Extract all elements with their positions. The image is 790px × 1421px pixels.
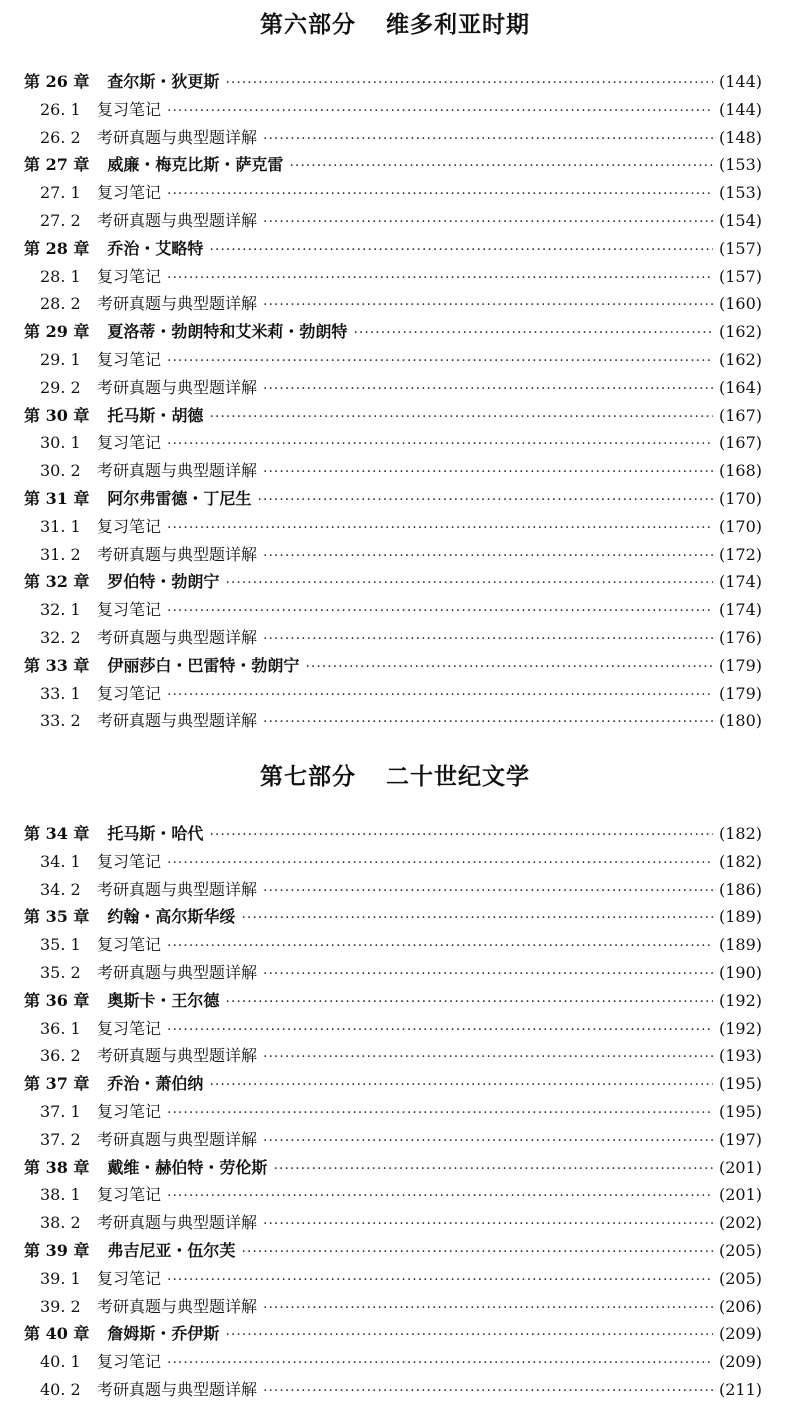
page-number: (160) <box>718 294 762 314</box>
toc-section-row[interactable] <box>24 596 762 624</box>
toc-entry-label <box>40 290 257 318</box>
toc-entry-label <box>40 179 161 207</box>
part-six-number: 第六部分 <box>260 11 356 38</box>
toc-section-row[interactable] <box>24 1376 762 1404</box>
toc-entry-label <box>40 931 161 959</box>
toc-section-row[interactable] <box>24 290 762 318</box>
toc-chapter-row[interactable] <box>24 987 762 1015</box>
part-six-name: 维多利亚时期 <box>386 11 530 38</box>
chapter-title: 弗吉尼亚・伍尔芙 <box>107 1240 236 1260</box>
toc-entry-label <box>24 485 251 513</box>
page-number: (192) <box>718 990 762 1010</box>
leader-dots <box>167 181 713 209</box>
toc-entry-label <box>40 1181 161 1209</box>
leader-dots <box>273 1156 713 1184</box>
chapter-title: 奥斯卡・王尔德 <box>107 990 220 1010</box>
section-title: 复习笔记 <box>97 349 162 369</box>
toc-entry-label <box>24 318 347 346</box>
leader-dots <box>167 1183 713 1211</box>
section-title: 复习笔记 <box>97 183 162 203</box>
section-number: 31. 2 <box>40 544 81 564</box>
section-title: 考研真题与典型题详解 <box>97 711 258 731</box>
leader-dots <box>263 459 713 487</box>
section-number: 32. 1 <box>40 600 81 620</box>
page-number: (189) <box>718 907 762 927</box>
leader-dots <box>167 431 713 459</box>
page-number: (167) <box>718 433 762 453</box>
toc-section-row[interactable] <box>24 931 762 959</box>
part-seven-toc <box>24 820 762 1404</box>
page-number: (189) <box>718 935 762 955</box>
chapter-number: 第 26 章 <box>24 72 90 91</box>
page-number: (174) <box>718 600 762 620</box>
toc-entry-label <box>40 263 161 291</box>
toc-entry-label <box>40 624 257 652</box>
toc-entry-label <box>40 596 161 624</box>
chapter-title: 戴维・赫伯特・劳伦斯 <box>107 1157 268 1177</box>
page-number: (211) <box>718 1379 762 1399</box>
leader-dots <box>167 348 713 376</box>
toc-entry-label <box>40 680 161 708</box>
toc-entry-label <box>24 1320 219 1348</box>
toc-entry-label <box>24 652 299 680</box>
toc-section-row[interactable] <box>24 1348 762 1376</box>
page-number: (162) <box>718 322 762 342</box>
toc-section-row[interactable] <box>24 179 762 207</box>
page-number: (205) <box>718 1268 762 1288</box>
leader-dots <box>289 153 713 181</box>
section-title: 复习笔记 <box>97 1268 162 1288</box>
page-number: (144) <box>718 99 762 119</box>
section-title: 复习笔记 <box>97 683 162 703</box>
leader-dots <box>209 237 713 265</box>
leader-dots <box>263 626 713 654</box>
toc-section-row[interactable] <box>24 1098 762 1126</box>
chapter-title: 乔治・艾略特 <box>107 238 204 258</box>
toc-section-row[interactable] <box>24 346 762 374</box>
page-number: (193) <box>718 1046 762 1066</box>
toc-entry-label <box>40 1126 257 1154</box>
section-number: 36. 2 <box>40 1046 81 1066</box>
leader-dots <box>209 1072 713 1100</box>
toc-entry-label <box>40 346 161 374</box>
section-title: 考研真题与典型题详解 <box>97 461 258 481</box>
toc-entry-label <box>24 987 219 1015</box>
chapter-number: 第 34 章 <box>24 824 90 843</box>
chapter-title: 罗伯特・勃朗宁 <box>107 572 220 592</box>
section-number: 39. 2 <box>40 1296 81 1316</box>
section-title: 考研真题与典型题详解 <box>97 1213 258 1233</box>
page-number: (192) <box>718 1018 762 1038</box>
section-title: 复习笔记 <box>97 433 162 453</box>
toc-section-row[interactable] <box>24 124 762 152</box>
leader-dots <box>353 320 713 348</box>
page-number: (209) <box>718 1324 762 1344</box>
section-number: 36. 1 <box>40 1018 81 1038</box>
leader-dots <box>209 822 713 850</box>
chapter-number: 第 28 章 <box>24 238 90 258</box>
page-number: (157) <box>718 238 762 258</box>
chapter-number: 第 35 章 <box>24 907 90 927</box>
leader-dots <box>167 265 713 293</box>
section-title: 复习笔记 <box>97 1352 162 1372</box>
page-number: (195) <box>718 1101 762 1121</box>
toc-entry-label <box>24 68 219 96</box>
leader-dots <box>263 543 713 571</box>
toc-section-row[interactable] <box>24 541 762 569</box>
toc-section-row[interactable] <box>24 513 762 541</box>
section-title: 复习笔记 <box>97 1101 162 1121</box>
toc-entry-label <box>40 707 257 735</box>
section-number: 30. 1 <box>40 433 81 453</box>
page-number: (168) <box>718 461 762 481</box>
leader-dots <box>263 209 713 237</box>
toc-entry-label <box>40 876 257 904</box>
section-number: 27. 2 <box>40 210 81 230</box>
section-title: 考研真题与典型题详解 <box>97 1129 258 1149</box>
page-number: (153) <box>718 155 762 175</box>
toc-chapter-row[interactable] <box>24 1154 762 1182</box>
page-number: (164) <box>718 377 762 397</box>
section-number: 28. 1 <box>40 266 81 286</box>
page-number: (201) <box>718 1157 762 1177</box>
chapter-number: 第 37 章 <box>24 1074 90 1094</box>
leader-dots <box>263 292 713 320</box>
toc-entry-label <box>24 1154 267 1182</box>
section-number: 33. 1 <box>40 683 81 703</box>
chapter-title: 查尔斯・狄更斯 <box>107 72 220 91</box>
toc-entry-label <box>24 820 203 848</box>
toc-chapter-row[interactable] <box>24 820 762 848</box>
page-number: (154) <box>718 210 762 230</box>
part-seven-number: 第七部分 <box>260 763 356 790</box>
toc-entry-label <box>24 235 203 263</box>
section-title: 考研真题与典型题详解 <box>97 879 258 899</box>
toc-section-row[interactable] <box>24 959 762 987</box>
leader-dots <box>225 570 713 598</box>
page-number: (182) <box>718 824 762 843</box>
toc-chapter-row[interactable] <box>24 318 762 346</box>
leader-dots <box>225 70 713 98</box>
section-title: 考研真题与典型题详解 <box>97 1379 258 1399</box>
toc-section-row[interactable] <box>24 1042 762 1070</box>
page-number: (144) <box>718 72 762 91</box>
chapter-number: 第 30 章 <box>24 405 90 425</box>
toc-entry-label <box>40 1348 161 1376</box>
section-number: 34. 1 <box>40 851 81 871</box>
toc-entry-label <box>40 96 161 124</box>
toc-chapter-row[interactable] <box>24 485 762 513</box>
section-number: 37. 1 <box>40 1101 81 1121</box>
toc-entry-label <box>24 568 219 596</box>
leader-dots <box>225 1322 713 1350</box>
section-title: 考研真题与典型题详解 <box>97 962 258 982</box>
chapter-title: 夏洛蒂・勃朗特和艾米莉・勃朗特 <box>107 322 348 342</box>
leader-dots <box>167 933 713 961</box>
section-number: 38. 1 <box>40 1185 81 1205</box>
section-number: 26. 1 <box>40 99 81 119</box>
toc-chapter-row[interactable] <box>24 1070 762 1098</box>
section-number: 26. 2 <box>40 127 81 147</box>
chapter-title: 乔治・萧伯纳 <box>107 1074 204 1094</box>
toc-entry-label <box>40 1209 257 1237</box>
chapter-number: 第 39 章 <box>24 1240 90 1260</box>
leader-dots <box>209 404 713 432</box>
section-number: 37. 2 <box>40 1129 81 1149</box>
leader-dots <box>167 682 713 710</box>
section-title: 考研真题与典型题详解 <box>97 210 258 230</box>
toc-entry-label <box>40 207 257 235</box>
toc-chapter-row[interactable] <box>24 1237 762 1265</box>
chapter-number: 第 27 章 <box>24 155 90 175</box>
leader-dots <box>167 1350 713 1378</box>
part-six-toc <box>24 68 762 735</box>
toc-entry-label <box>24 903 235 931</box>
page-number: (206) <box>718 1296 762 1316</box>
leader-dots <box>257 487 713 515</box>
toc-chapter-row[interactable] <box>24 568 762 596</box>
section-number: 30. 2 <box>40 461 81 481</box>
chapter-number: 第 33 章 <box>24 655 90 675</box>
toc-chapter-row[interactable] <box>24 652 762 680</box>
toc-section-row[interactable] <box>24 1293 762 1321</box>
toc-entry-label <box>40 374 257 402</box>
page-number: (162) <box>718 349 762 369</box>
chapter-number: 第 40 章 <box>24 1324 90 1344</box>
leader-dots <box>263 1128 713 1156</box>
section-title: 考研真题与典型题详解 <box>97 294 258 314</box>
leader-dots <box>167 1267 713 1295</box>
page-number: (190) <box>718 962 762 982</box>
chapter-title: 阿尔弗雷德・丁尼生 <box>107 488 252 508</box>
leader-dots <box>263 1378 713 1406</box>
toc-chapter-row[interactable] <box>24 1320 762 1348</box>
toc-entry-label <box>40 1015 161 1043</box>
toc-entry-label <box>40 457 257 485</box>
leader-dots <box>263 878 713 906</box>
toc-section-row[interactable] <box>24 1181 762 1209</box>
section-number: 40. 2 <box>40 1379 81 1399</box>
section-number: 35. 1 <box>40 935 81 955</box>
part-seven-title <box>0 762 790 792</box>
leader-dots <box>263 1295 713 1323</box>
leader-dots <box>167 1017 713 1045</box>
section-title: 复习笔记 <box>97 935 162 955</box>
page-number: (202) <box>718 1213 762 1233</box>
toc-entry-label <box>24 402 203 430</box>
toc-section-row[interactable] <box>24 1015 762 1043</box>
toc-entry-label <box>40 1265 161 1293</box>
toc-section-row[interactable] <box>24 263 762 291</box>
toc-section-row[interactable] <box>24 707 762 735</box>
leader-dots <box>225 989 713 1017</box>
section-title: 考研真题与典型题详解 <box>97 627 258 647</box>
toc-section-row[interactable] <box>24 1209 762 1237</box>
section-title: 考研真题与典型题详解 <box>97 127 258 147</box>
section-number: 29. 1 <box>40 349 81 369</box>
leader-dots <box>167 515 713 543</box>
leader-dots <box>263 126 713 154</box>
toc-entry-label <box>40 1098 161 1126</box>
toc-entry-label <box>40 1293 257 1321</box>
page-number: (205) <box>718 1240 762 1260</box>
chapter-number: 第 29 章 <box>24 322 90 342</box>
toc-chapter-row[interactable] <box>24 903 762 931</box>
chapter-title: 托马斯・哈代 <box>107 824 204 843</box>
toc-entry-label <box>40 1042 257 1070</box>
toc-section-row[interactable] <box>24 429 762 457</box>
page-number: (170) <box>718 488 762 508</box>
page-number: (179) <box>718 655 762 675</box>
toc-entry-label <box>40 848 161 876</box>
toc-section-row[interactable] <box>24 207 762 235</box>
leader-dots <box>167 598 713 626</box>
page-number: (170) <box>718 516 762 536</box>
toc-entry-label <box>40 124 257 152</box>
section-title: 复习笔记 <box>97 266 162 286</box>
page-number: (148) <box>718 127 762 147</box>
leader-dots <box>167 1100 713 1128</box>
section-number: 31. 1 <box>40 516 81 536</box>
leader-dots <box>263 709 713 737</box>
leader-dots <box>167 98 713 126</box>
leader-dots <box>241 1239 713 1267</box>
page-number: (186) <box>718 879 762 899</box>
page-number: (209) <box>718 1352 762 1372</box>
toc-entry-label <box>24 1070 203 1098</box>
section-title: 复习笔记 <box>97 1018 162 1038</box>
chapter-title: 威廉・梅克比斯・萨克雷 <box>107 155 284 175</box>
leader-dots <box>263 1044 713 1072</box>
page-number: (197) <box>718 1129 762 1149</box>
page-number: (153) <box>718 183 762 203</box>
section-title: 复习笔记 <box>97 1185 162 1205</box>
toc-entry-label <box>40 541 257 569</box>
toc-entry-label <box>24 151 283 179</box>
section-title: 复习笔记 <box>97 99 162 119</box>
leader-dots <box>167 850 713 878</box>
page-number: (167) <box>718 405 762 425</box>
section-title: 考研真题与典型题详解 <box>97 1046 258 1066</box>
page-number: (174) <box>718 572 762 592</box>
toc-entry-label <box>24 1237 235 1265</box>
page-number: (179) <box>718 683 762 703</box>
part-six-title <box>0 10 790 40</box>
toc-section-row[interactable] <box>24 848 762 876</box>
page-number: (195) <box>718 1074 762 1094</box>
toc-section-row[interactable] <box>24 876 762 904</box>
toc-section-row[interactable] <box>24 96 762 124</box>
toc-section-row[interactable] <box>24 374 762 402</box>
section-title: 复习笔记 <box>97 851 162 871</box>
leader-dots <box>263 961 713 989</box>
toc-section-row[interactable] <box>24 457 762 485</box>
section-title: 复习笔记 <box>97 600 162 620</box>
chapter-number: 第 36 章 <box>24 990 90 1010</box>
section-number: 27. 1 <box>40 183 81 203</box>
section-number: 40. 1 <box>40 1352 81 1372</box>
section-title: 考研真题与典型题详解 <box>97 1296 258 1316</box>
page-number: (201) <box>718 1185 762 1205</box>
section-number: 35. 2 <box>40 962 81 982</box>
toc-chapter-row[interactable] <box>24 402 762 430</box>
part-seven-name: 二十世纪文学 <box>386 763 530 790</box>
section-number: 38. 2 <box>40 1213 81 1233</box>
chapter-title: 詹姆斯・乔伊斯 <box>107 1324 220 1344</box>
section-number: 34. 2 <box>40 879 81 899</box>
page-number: (176) <box>718 627 762 647</box>
section-title: 复习笔记 <box>97 516 162 536</box>
section-number: 29. 2 <box>40 377 81 397</box>
toc-entry-label <box>40 1376 257 1404</box>
leader-dots <box>263 376 713 404</box>
toc-section-row[interactable] <box>24 680 762 708</box>
chapter-title: 约翰・高尔斯华绥 <box>107 907 236 927</box>
leader-dots <box>305 654 713 682</box>
toc-chapter-row[interactable] <box>24 68 762 96</box>
page-number: (182) <box>718 851 762 871</box>
toc-entry-label <box>40 959 257 987</box>
page-number: (180) <box>718 711 762 731</box>
section-title: 考研真题与典型题详解 <box>97 544 258 564</box>
section-number: 39. 1 <box>40 1268 81 1288</box>
section-number: 28. 2 <box>40 294 81 314</box>
toc-chapter-row[interactable] <box>24 235 762 263</box>
section-title: 考研真题与典型题详解 <box>97 377 258 397</box>
chapter-title: 托马斯・胡德 <box>107 405 204 425</box>
toc-chapter-row[interactable] <box>24 151 762 179</box>
toc-entry-label <box>40 513 161 541</box>
chapter-title: 伊丽莎白・巴雷特・勃朗宁 <box>107 655 300 675</box>
leader-dots <box>241 905 713 933</box>
toc-section-row[interactable] <box>24 624 762 652</box>
chapter-number: 第 31 章 <box>24 488 90 508</box>
toc-entry-label <box>40 429 161 457</box>
page-number: (157) <box>718 266 762 286</box>
leader-dots <box>263 1211 713 1239</box>
section-number: 33. 2 <box>40 711 81 731</box>
toc-section-row[interactable] <box>24 1265 762 1293</box>
chapter-number: 第 38 章 <box>24 1157 90 1177</box>
chapter-number: 第 32 章 <box>24 572 90 592</box>
toc-section-row[interactable] <box>24 1126 762 1154</box>
section-number: 32. 2 <box>40 627 81 647</box>
page-number: (172) <box>718 544 762 564</box>
